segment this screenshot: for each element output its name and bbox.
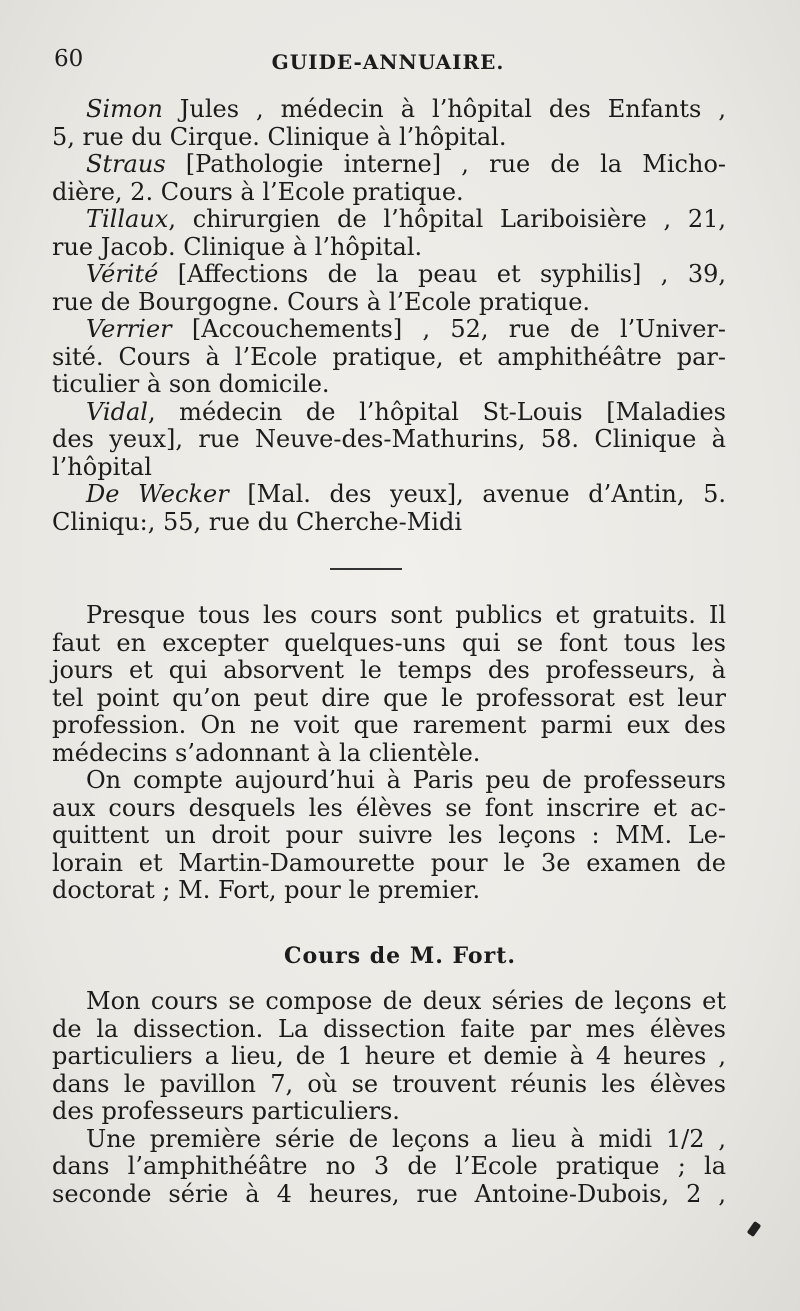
- paragraph-line: dans le pavillon 7, où se trouvent réunis les élèves: [52, 1069, 726, 1098]
- running-title: GUIDE-ANNUAIRE.: [271, 50, 505, 74]
- professor-name: Straus: [86, 150, 166, 178]
- list-line: rue de Bourgogne. Cours à l’Ecole pratique.: [52, 287, 591, 316]
- professor-name: De Wecker: [86, 480, 229, 508]
- page-number: 60: [54, 46, 84, 72]
- professor-name: Simon: [86, 95, 163, 123]
- paragraph-line: des professeurs particuliers.: [52, 1097, 400, 1125]
- list-line: l’hôpital: [52, 452, 152, 481]
- paragraph-line: aux cours desquels les élèves se font inscrire et ac-: [52, 793, 726, 822]
- paragraph-line: profession. On ne voit que rarement parmi eux des: [52, 711, 726, 739]
- paragraph-line: lorain et Martin-Damourette pour le 3e examen de: [52, 848, 726, 877]
- paragraph-line: quittent un droit pour suivre les leçons : MM. Le-: [52, 821, 726, 849]
- paragraph-line: Une première série de leçons a lieu à midi 1/2 ,: [86, 1124, 726, 1153]
- paragraph-line: seconde série à 4 heures, rue Antoine-Dubois, 2 ,: [52, 1179, 726, 1208]
- paragraph-line: particuliers a lieu, de 1 heure et demie à 4 heures ,: [52, 1042, 726, 1070]
- professor-name: Vidal: [86, 397, 148, 426]
- list-line: Vérité [Affections de la peau et syphilis] , 39,: [86, 260, 726, 288]
- paragraph-line: jours et qui absorvent le temps des professeurs, à: [52, 656, 726, 684]
- list-line: Vidal, médecin de l’hôpital St-Louis [Maladies: [86, 397, 726, 426]
- paragraph-line: dans l’amphithéâtre no 3 de l’Ecole pratique ; la: [52, 1152, 726, 1180]
- professor-name: Vérité: [86, 260, 159, 288]
- list-line: 5, rue du Cirque. Clinique à l’hôpital.: [52, 122, 507, 151]
- paragraph-line: Presque tous les cours sont publics et gratuits. Il: [86, 601, 726, 629]
- ink-speck: [747, 1221, 762, 1237]
- professor-name: Tillaux: [86, 205, 169, 233]
- paragraph-line: faut en excepter quelques-uns qui se font tous les: [52, 628, 726, 657]
- list-line: rue Jacob. Clinique à l’hôpital.: [52, 232, 423, 261]
- paragraph-line: doctorat ; M. Fort, pour le premier.: [52, 876, 481, 904]
- list-line: ticulier à son domicile.: [52, 370, 330, 398]
- paragraph-line: médecins s’adonnant à la clientèle.: [52, 738, 481, 767]
- paragraph-line: tel point qu’on peut dire que le professorat est leur: [52, 683, 726, 712]
- list-line: Simon Jules , médecin à l’hôpital des Enfants ,: [86, 95, 726, 123]
- section-heading: Cours de M. Fort.: [283, 943, 517, 969]
- section-divider: [330, 568, 402, 570]
- list-line: Verrier [Accouchements] , 52, rue de l’Univer-: [86, 315, 726, 343]
- body-text: [52, 602, 726, 905]
- list-line: sité. Cours à l’Ecole pratique, et amphithéâtre par-: [52, 342, 726, 371]
- list-line: De Wecker [Mal. des yeux], avenue d’Antin, 5.: [86, 480, 726, 508]
- paragraph-line: de la dissection. La dissection faite par mes élèves: [52, 1014, 726, 1043]
- course-description: [52, 988, 726, 1208]
- list-line: Cliniqu:, 55, rue du Cherche-Midi: [52, 507, 463, 536]
- list-line: dière, 2. Cours à l’Ecole pratique.: [52, 177, 464, 206]
- list-line: des yeux], rue Neuve-des-Mathurins, 58. Clinique à: [52, 425, 726, 453]
- list-line: Straus [Pathologie interne] , rue de la Micho-: [86, 150, 726, 178]
- paragraph-line: On compte aujourd’hui à Paris peu de professeurs: [86, 766, 726, 794]
- professor-list: [52, 96, 726, 536]
- paragraph-line: Mon cours se compose de deux séries de leçons et: [86, 987, 726, 1015]
- professor-name: Verrier: [86, 315, 172, 343]
- page-header: [48, 46, 728, 80]
- list-line: Tillaux, chirurgien de l’hôpital Lariboisière , 21,: [86, 205, 726, 233]
